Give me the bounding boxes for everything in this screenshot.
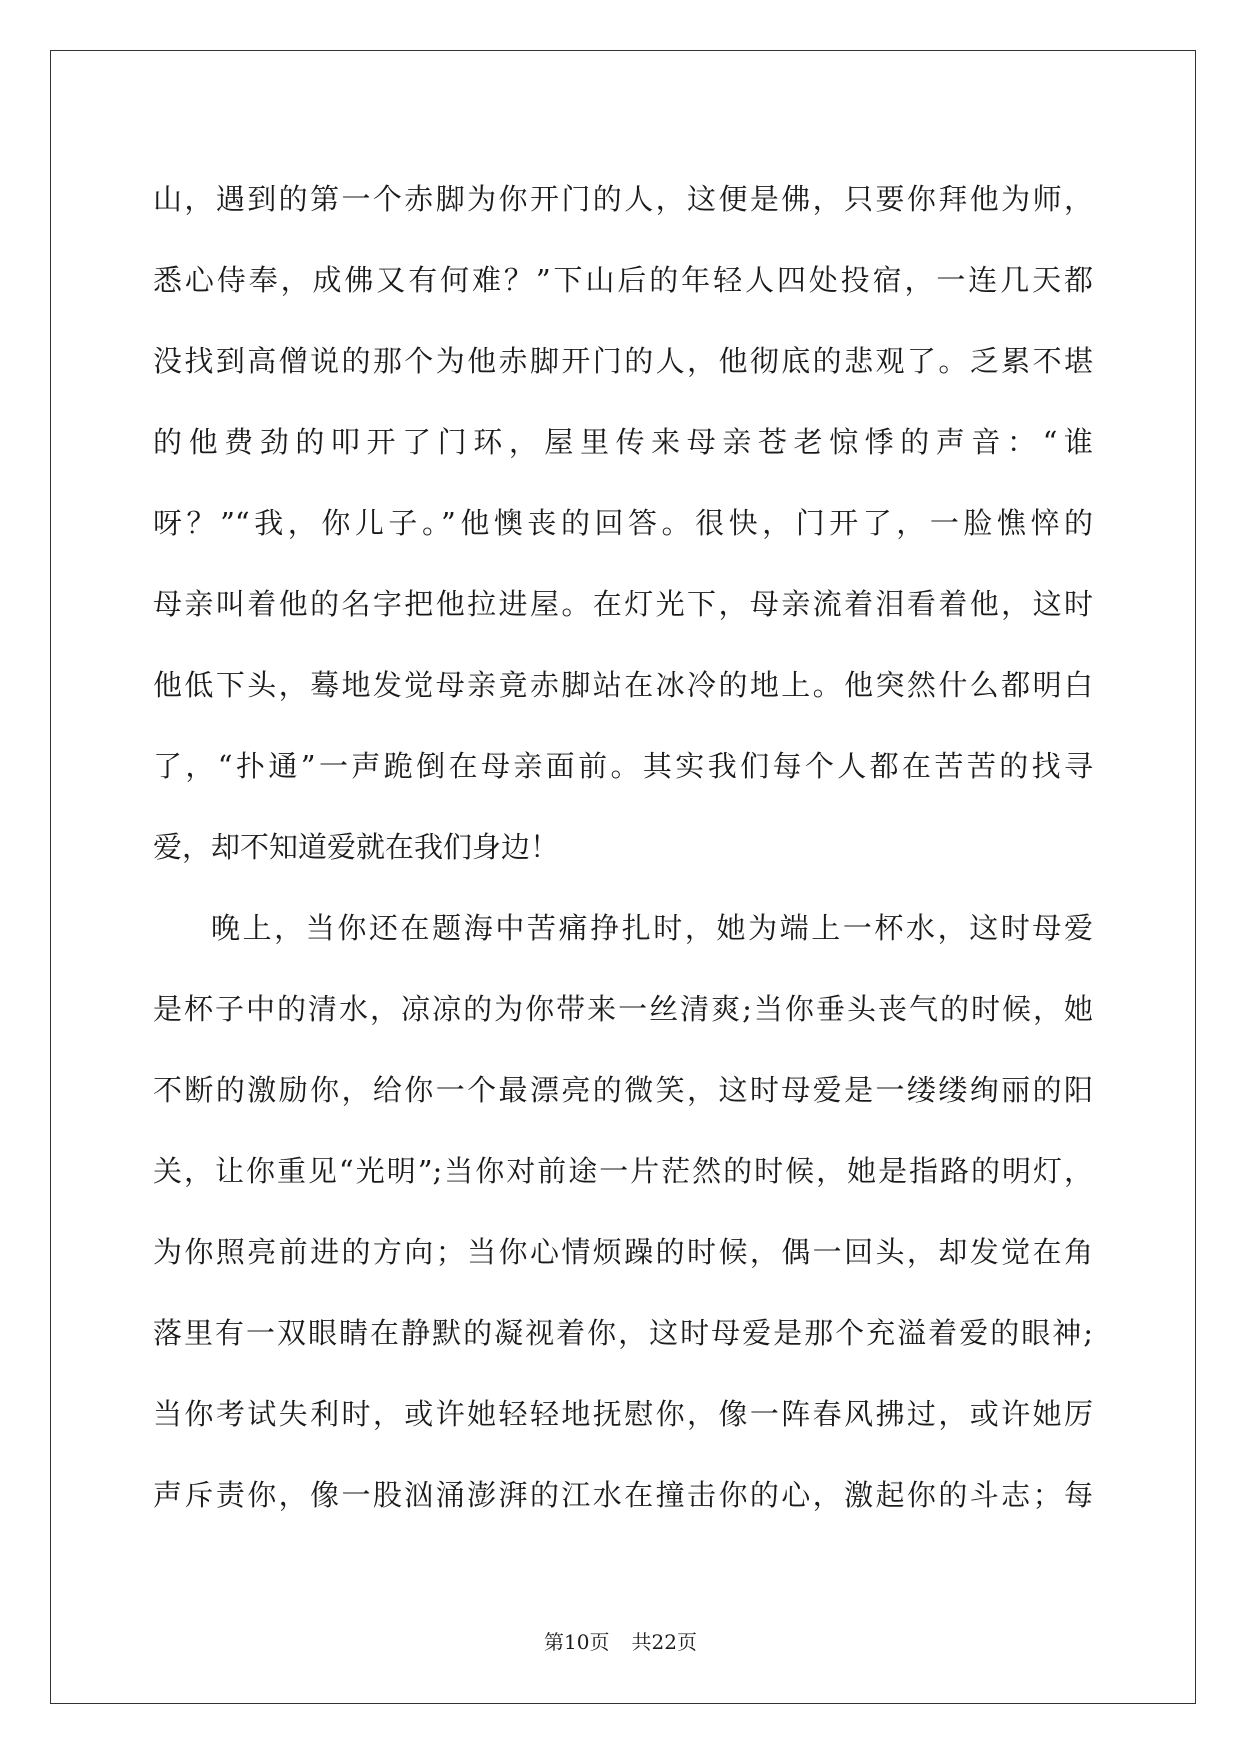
text-line: 是杯子中的清水，凉凉的为你带来一丝清爽;当你垂头丧气的时候，她 bbox=[153, 992, 1093, 1026]
text-line: 悉心侍奉，成佛又有何难？”下山后的年轻人四处投宿，一连几天都 bbox=[153, 263, 1093, 297]
page-total: 共22页 bbox=[631, 1630, 697, 1654]
text-line: 当你考试失利时，或许她轻轻地抚慰你，像一阵春风拂过，或许她厉 bbox=[153, 1397, 1093, 1431]
page-number: 第10页 bbox=[544, 1630, 610, 1654]
text-line: 关，让你重见“光明”;当你对前途一片茫然的时候，她是指路的明灯， bbox=[153, 1154, 1093, 1188]
text-line: 呀？”“我，你儿子。”他懊丧的回答。很快，门开了，一脸憔悴的 bbox=[153, 506, 1093, 540]
text-line: 声斥责你，像一股汹涌澎湃的江水在撞击你的心，激起你的斗志；每 bbox=[153, 1478, 1093, 1512]
paragraph-first-line: 晚上，当你还在题海中苦痛挣扎时，她为端上一杯水，这时母爱 bbox=[211, 911, 1093, 945]
text-line: 他低下头，蓦地发觉母亲竟赤脚站在冰冷的地上。他突然什么都明白 bbox=[153, 668, 1093, 702]
text-line: 山，遇到的第一个赤脚为你开门的人，这便是佛，只要你拜他为师， bbox=[153, 182, 1093, 216]
text-line: 为你照亮前进的方向；当你心情烦躁的时候，偶一回头，却发觉在角 bbox=[153, 1235, 1093, 1269]
text-line: 没找到高僧说的那个为他赤脚开门的人，他彻底的悲观了。乏累不堪 bbox=[153, 344, 1093, 378]
text-line: 母亲叫着他的名字把他拉进屋。在灯光下，母亲流着泪看着他，这时 bbox=[153, 587, 1093, 621]
text-line: 了，“扑通”一声跪倒在母亲面前。其实我们每个人都在苦苦的找寻 bbox=[153, 749, 1093, 783]
text-line: 的他费劲的叩开了门环，屋里传来母亲苍老惊悸的声音：“谁 bbox=[153, 425, 1093, 459]
text-line: 不断的激励你，给你一个最漂亮的微笑，这时母爱是一缕缕绚丽的阳 bbox=[153, 1073, 1093, 1107]
page-footer bbox=[0, 1626, 1241, 1655]
text-line: 爱，却不知道爱就在我们身边！ bbox=[153, 830, 560, 864]
document-body bbox=[153, 159, 1093, 1536]
text-line: 落里有一双眼睛在静默的凝视着你，这时母爱是那个充溢着爱的眼神; bbox=[153, 1316, 1093, 1350]
